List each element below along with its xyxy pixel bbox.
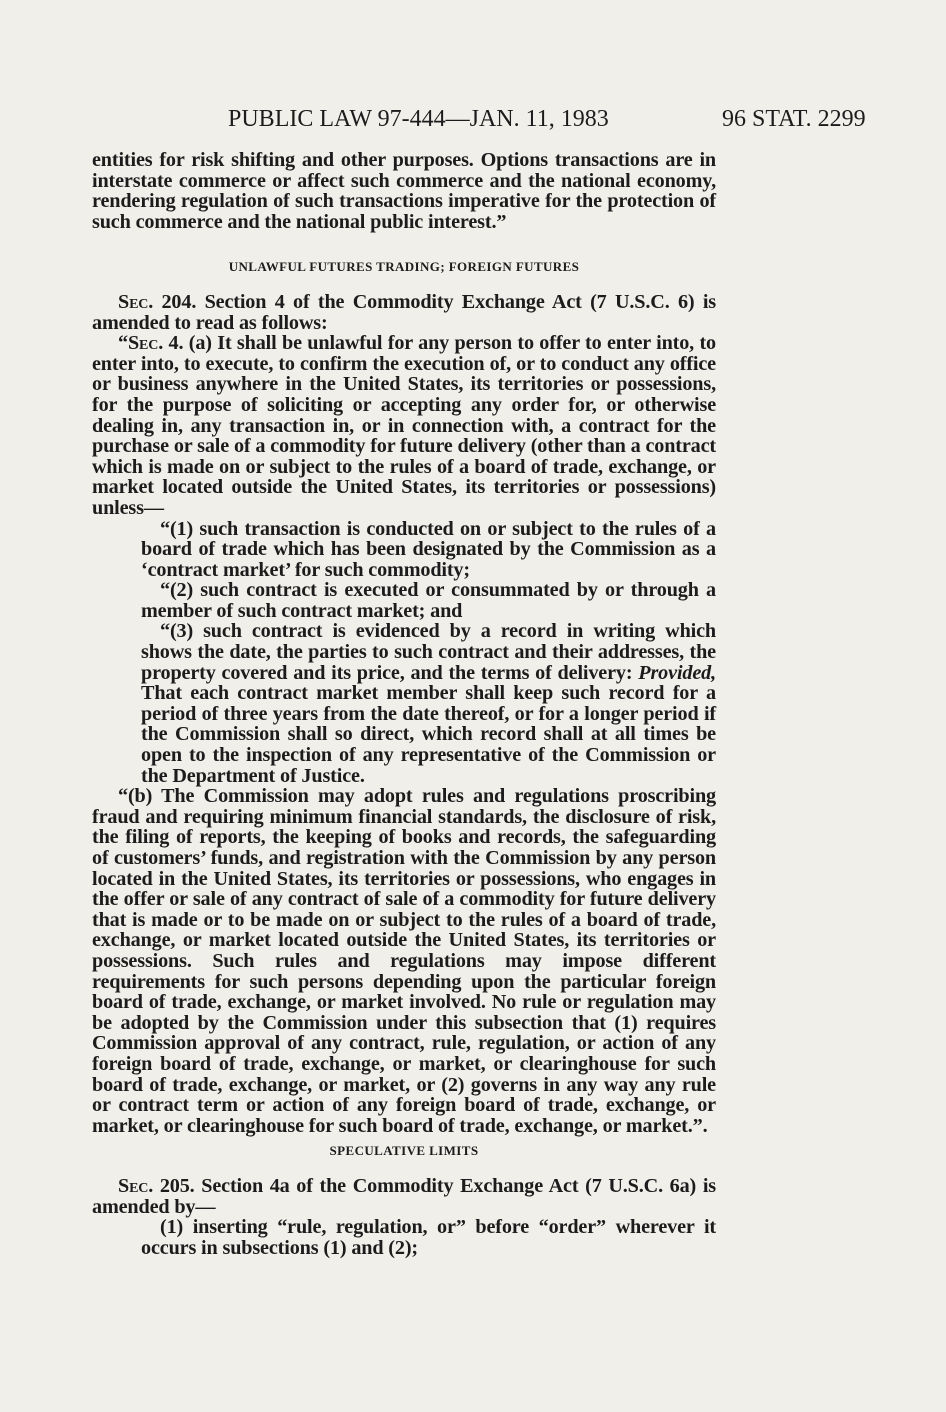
section-heading-unlawful-futures: UNLAWFUL FUTURES TRADING; FOREIGN FUTURES bbox=[228, 259, 580, 275]
list-item-1: “(1) such transaction is conducted on or subject to the rules of a board of trade which has been designated by the Commission as a ‘contract market’ for such commodity; bbox=[141, 517, 716, 581]
sec-204-text: . 204. Section 4 of the Commodity Exchange Act (7 U.S.C. 6) is amended to read as follows: bbox=[92, 290, 716, 334]
provided-term: Provided, bbox=[638, 661, 716, 684]
item-3-text-b: That each contract market member shall keep such record for a period of three years from the date thereof, or for a longer period if the Commission shall so direct, which record shall at all times be open to the inspection of any representative of the Commission or the Department of Justice. bbox=[141, 682, 716, 787]
sec-label: Sec bbox=[127, 332, 159, 355]
sec-205-text: . 205. Section 4a of the Commodity Exchange Act (7 U.S.C. 6a) is amended by— bbox=[92, 1174, 716, 1218]
paragraph-sec-204 bbox=[92, 292, 716, 333]
running-head bbox=[0, 104, 946, 134]
sec-4-a-text: . 4. (a) It shall be unlawful for any person to offer to enter into, to enter into, to execute, to confirm the execution of, or to conduct any office or business anywhere in the United States, its territories or possessions, for the purpose of soliciting or accepting any order for, or otherwise dealing in, any transaction in, or in connection with, a contract for the purchase or sale of a commodity for future delivery (other than a contract which is made on or subject to the rules of a board of trade, exchange, or market located outside the United States, its territories or possessions) unless— bbox=[92, 332, 716, 519]
section-heading-speculative-limits: SPECULATIVE LIMITS bbox=[329, 1143, 479, 1159]
paragraph-sec-205 bbox=[92, 1176, 716, 1217]
sec-205-list-item-1: (1) inserting “rule, regulation, or” before “order” wherever it occurs in subsections (1) and (2); bbox=[141, 1216, 716, 1259]
list-item-3 bbox=[92, 621, 716, 786]
sec-label: Sec bbox=[118, 290, 149, 313]
paragraph-sec-4-a bbox=[92, 333, 716, 518]
paragraph-intro-continuation: entities for risk shifting and other purposes. Options transactions are in interstate commerce or affect such commerce and the national economy, rendering regulation of such transactions imperative for the protection of such commerce and the national public interest.” bbox=[92, 149, 716, 233]
sec-label: Sec bbox=[118, 1174, 149, 1197]
page-header-title: PUBLIC LAW 97-444—JAN. 11, 1983 bbox=[228, 106, 609, 132]
document-body bbox=[92, 150, 716, 1258]
page-header-stat: 96 STAT. 2299 bbox=[722, 106, 866, 132]
list-item-2: “(2) such contract is executed or consummated by or through a member of such contract market; and bbox=[141, 579, 716, 622]
paragraph-sec-4-b: “(b) The Commission may adopt rules and regulations proscribing fraud and requiring minimum financial standards, the disclosure of risk, the filing of reports, the keeping of books and records, the safeguarding of customers’ funds, and registration with the Commission by any person located in the United States, its territories or possessions, who engages in the offer or sale of any contract of sale of a commodity for future delivery that is made or to be made on or subject to the rules of a board of trade, exchange, or market located outside the United States, its territories or possessions. Such rules and regulations may impose different requirements for such persons depending upon the particular foreign board of trade, exchange, or market involved. No rule or regulation may be adopted by the Commission under this subsection that (1) requires Commission approval of any contract, rule, regulation, or action of any foreign board of trade, exchange, or market, or clearinghouse for such board of trade, exchange, or market, or (2) governs in any way any rule or contract term or action of any foreign board of trade, exchange, or market, or clearinghouse for such board of trade, exchange, or market.”. bbox=[92, 785, 716, 1137]
open-quote: “ bbox=[118, 332, 128, 355]
item-3-text-a: “(3) such contract is evidenced by a record in writing which shows the date, the parties to such contract and their addresses, the property covered and its price, and the terms of delivery: bbox=[141, 620, 716, 684]
